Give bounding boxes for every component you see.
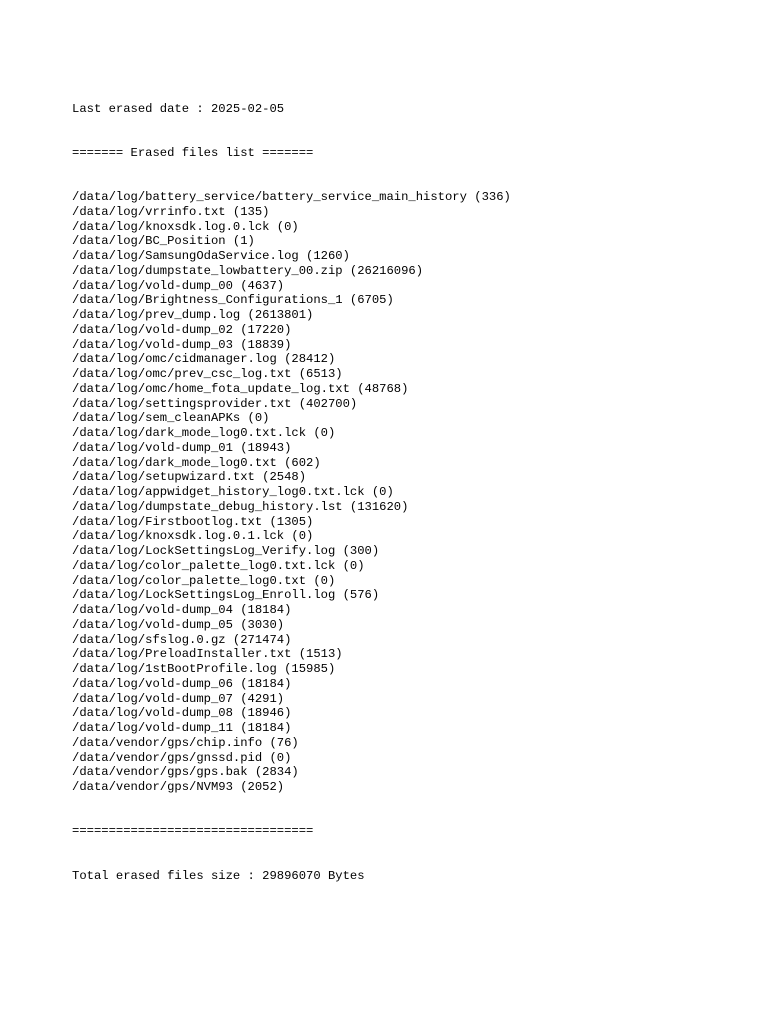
file-entry: /data/log/vold-dump_11 (18184)	[72, 721, 292, 735]
file-entry: /data/log/vold-dump_05 (3030)	[72, 617, 285, 632]
file-entry: /data/log/setupwizard.txt (2548)	[72, 470, 307, 485]
file-entry: /data/log/vold-dump_07 (4291)	[72, 691, 285, 706]
file-entry: /data/log/vold-dump_08 (18946)	[72, 706, 292, 721]
file-entry: /data/log/omc/home_fota_update_log.txt (48768)	[72, 381, 409, 396]
file-entry: /data/log/knoxsdk.log.0.1.lck (0)	[72, 529, 314, 544]
file-entry: /data/log/omc/prev_csc_log.txt (6513)	[72, 367, 343, 381]
file-entry: /data/log/color_palette_log0.txt (0)	[72, 573, 336, 588]
file-entry: /data/vendor/gps/gnssd.pid (0)	[72, 750, 292, 765]
erased-files-list-title: ======= Erased files list =======	[72, 145, 314, 160]
file-entry: /data/log/vold-dump_01 (18943)	[72, 440, 292, 455]
file-entry: /data/log/vold-dump_04 (18184)	[72, 603, 292, 617]
file-entry: /data/log/battery_service/battery_service_main_history (336)	[72, 190, 511, 204]
file-entry: /data/log/dark_mode_log0.txt (602)	[72, 455, 321, 470]
file-entry: /data/vendor/gps/NVM93 (2052)	[72, 780, 285, 794]
file-entry: /data/log/prev_dump.log (2613801)	[72, 308, 314, 322]
file-entry: /data/log/sfslog.0.gz (271474)	[72, 632, 292, 647]
file-entry: /data/log/1stBootProfile.log (15985)	[72, 662, 336, 676]
file-entry: /data/log/appwidget_history_log0.txt.lck (0)	[72, 485, 394, 499]
file-entry: /data/log/color_palette_log0.txt.lck (0)	[72, 558, 365, 573]
file-entry: /data/log/vold-dump_02 (17220)	[72, 322, 292, 337]
file-entry: /data/log/vold-dump_03 (18839)	[72, 337, 292, 352]
footer-divider: =================================	[72, 824, 314, 839]
file-entry: /data/vendor/gps/chip.info (76)	[72, 735, 299, 750]
file-entry: /data/log/dumpstate_lowbattery_00.zip (26216096)	[72, 263, 424, 278]
file-entry: /data/log/dark_mode_log0.txt.lck (0)	[72, 426, 336, 440]
file-entry: /data/log/Firstbootlog.txt (1305)	[72, 514, 314, 529]
file-entry: /data/log/Brightness_Configurations_1 (6705)	[72, 293, 394, 308]
file-entry: /data/log/BC_Position (1)	[72, 234, 255, 249]
file-entry: /data/log/LockSettingsLog_Verify.log (300)	[72, 544, 380, 558]
erased-files-list	[72, 190, 752, 795]
file-entry: /data/log/PreloadInstaller.txt (1513)	[72, 647, 343, 662]
file-entry: /data/vendor/gps/gps.bak (2834)	[72, 765, 299, 780]
last-erased-date: Last erased date : 2025-02-05	[72, 101, 285, 116]
file-entry: /data/log/LockSettingsLog_Enroll.log (576)	[72, 588, 380, 603]
total-erased-size: Total erased files size : 29896070 Bytes	[72, 868, 365, 883]
file-entry: /data/log/omc/cidmanager.log (28412)	[72, 352, 336, 367]
file-entry: /data/log/knoxsdk.log.0.lck (0)	[72, 219, 299, 234]
file-entry: /data/log/vold-dump_00 (4637)	[72, 278, 285, 293]
file-entry: /data/log/vrrinfo.txt (135)	[72, 204, 270, 219]
file-entry: /data/log/SamsungOdaService.log (1260)	[72, 249, 350, 263]
file-entry: /data/log/settingsprovider.txt (402700)	[72, 396, 358, 411]
file-entry: /data/log/vold-dump_06 (18184)	[72, 676, 292, 691]
erase-log-document	[72, 72, 752, 898]
file-entry: /data/log/dumpstate_debug_history.lst (131620)	[72, 499, 409, 514]
file-entry: /data/log/sem_cleanAPKs (0)	[72, 411, 270, 426]
